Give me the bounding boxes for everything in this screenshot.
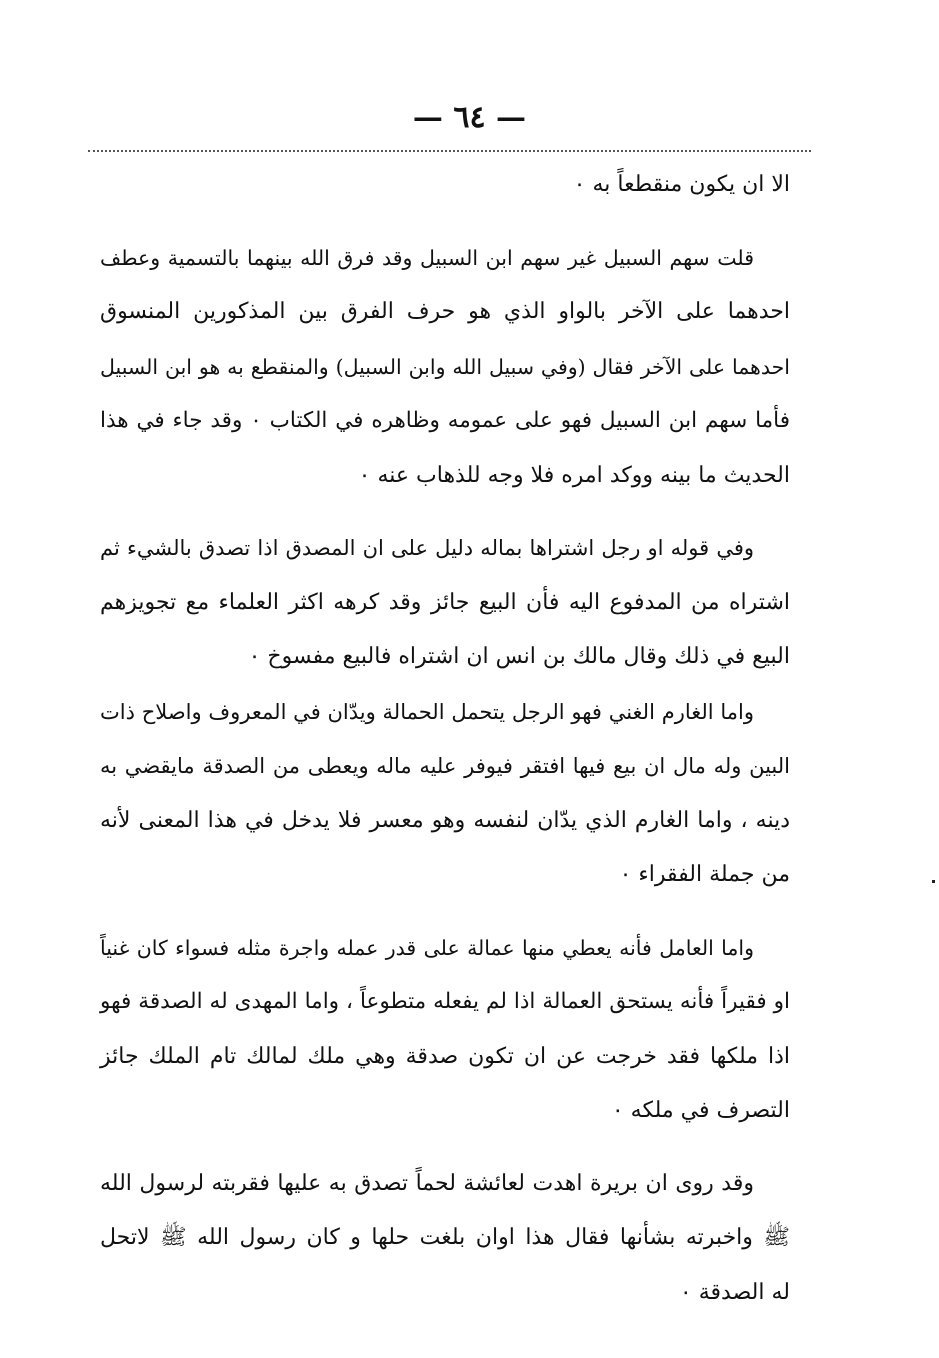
text-line: الا ان يكون منقطعاً به ٠ [573, 172, 790, 197]
text-line: احدهما على الآخر بالواو الذي هو حرف الفرق بين المذكورين المنسوق [100, 299, 790, 324]
paragraph [100, 158, 790, 213]
text-line: البيع في ذلك وقال مالك بن انس ان اشتراه فالبيع مفسوخ ٠ [248, 644, 790, 669]
paragraph [100, 521, 790, 685]
text-line: من جملة الفقراء ٠ [619, 862, 790, 887]
text-line: الحديث ما بينه ووكد امره فلا وجه للذهاب عنه ٠ [358, 462, 790, 488]
text-line: واما الغارم الغني فهو الرجل يتحمل الحمالة ويدّان في المعروف واصلاح ذات [100, 699, 754, 724]
paragraph [100, 685, 790, 903]
text-line: البين وله مال ان بيع فيها افتقر فيوفر عليه ماله ويعطى من الصدقة مايقضي به [100, 754, 790, 778]
header-divider [88, 150, 811, 152]
text-line: فأما سهم ابن السبيل فهو على عمومه وظاهره في الكتاب ٠ وقد جاء في هذا [100, 408, 790, 433]
text-line: اذا ملكها فقد خرجت عن ان تكون صدقة وهي ملك لمالك تام الملك جائز [100, 1043, 790, 1069]
text-line: قلت سهم السبيل غير سهم ابن السبيل وقد فرق الله بينهما بالتسمية وعطف [100, 245, 754, 270]
text-line: اشتراه من المدفوع اليه فأن البيع جائز وقد كرهه اكثر العلماء مع تجويزهم [100, 589, 790, 615]
paragraph [100, 1157, 790, 1321]
page-number: — ٦٤ — [412, 100, 527, 135]
text-line: وفي قوله او رجل اشتراها بماله دليل على ان المصدق اذا تصدق بالشيء ثم [100, 536, 754, 560]
text-line: ﷺ واخبرته بشأنها فقال هذا اوان بلغت حلها و كان رسول الله ﷺ لاتحل [100, 1225, 790, 1250]
text-line: التصرف في ملكه ٠ [611, 1098, 790, 1123]
text-line: واما العامل فأنه يعطي منها عمالة على قدر عمله واجرة مثله فسواء كان غنياً [100, 935, 754, 960]
text-line: احدهما على الآخر فقال (وفي سبيل الله وابن السبيل) والمنقطع به هو ابن السبيل [100, 354, 790, 379]
text-line: وقد روى ان بريرة اهدت لعائشة لحماً تصدق به عليها فقربته لرسول الله [100, 1170, 754, 1196]
text-line: دينه ، واما الغارم الذي يدّان لنفسه وهو معسر فلا يدخل في هذا المعنى لأنه [100, 807, 790, 833]
text-line: او فقيراً فأنه يستحق العمالة اذا لم يفعله متطوعاً ، واما المهدى له الصدقة فهو [100, 989, 790, 1014]
page-body [100, 158, 790, 1320]
scan-speck [932, 880, 935, 883]
paragraph [100, 231, 790, 504]
paragraph [100, 921, 790, 1139]
text-line: له الصدقة ٠ [679, 1279, 790, 1305]
